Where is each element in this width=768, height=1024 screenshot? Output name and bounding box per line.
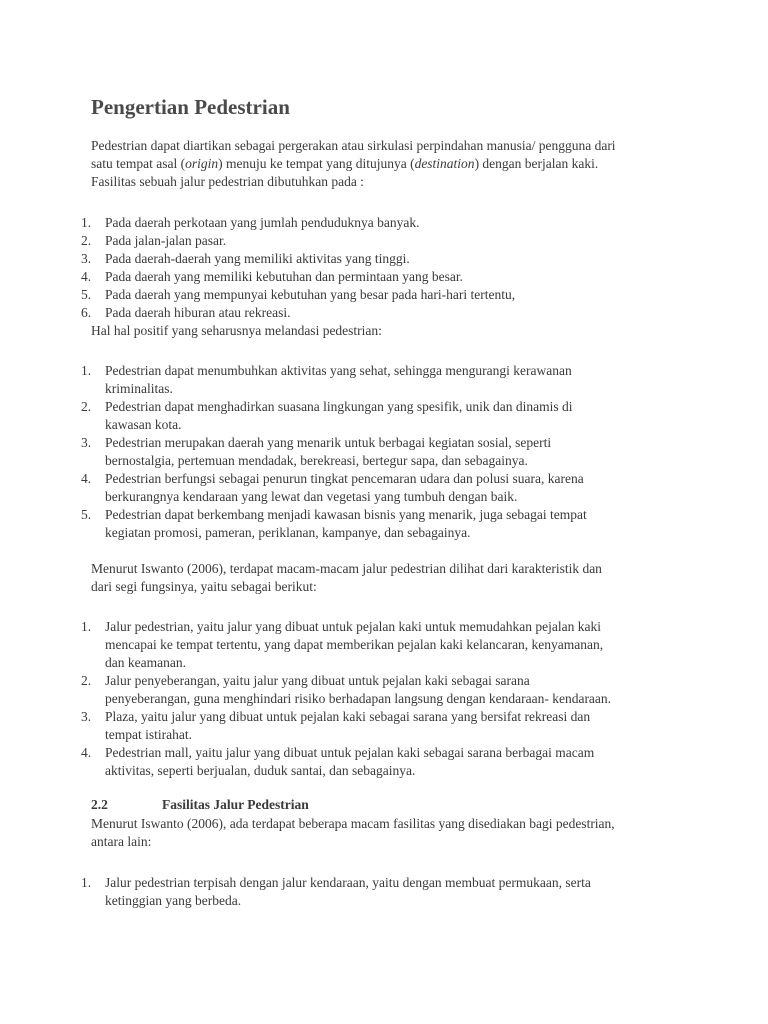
iswanto-paragraph-1: Menurut Iswanto (2006), terdapat macam-macam jalur pedestrian dilihat dari karakteristik dan dari segi fungsinya, yaitu sebagai berikut: — [91, 561, 602, 594]
list-item: 3. Pada daerah-daerah yang memiliki aktivitas yang tinggi. — [81, 251, 410, 266]
list-item: 5. Pedestrian dapat berkembang menjadi kawasan bisnis yang menarik, juga sebagai tempat kegiatan promosi, pameran, periklanan, kampanye, dan sebagainya. — [81, 507, 587, 540]
origin-term: origin — [185, 156, 219, 171]
list-item: 2. Jalur penyeberangan, yaitu jalur yang dibuat untuk pejalan kaki sebagai sarana penyeberangan, guna menghindari risiko berhadapan langsung dengan kendaraan- kendaraan. — [81, 673, 612, 706]
section-number: 2.2 — [91, 797, 108, 812]
list-item: 4. Pedestrian berfungsi sebagai penurun tingkat pencemaran udara dan polusi suara, karena berkurangnya kendaraan yang lewat dan vegetasi yang tumbuh dengan baik. — [81, 471, 584, 504]
list-item: 6. Pada daerah hiburan atau rekreasi. — [81, 305, 291, 320]
intro-paragraph — [91, 137, 691, 191]
destination-term: destination — [414, 156, 475, 171]
list-item: 3. Pedestrian merupakan daerah yang menarik untuk berbagai kegiatan sosial, seperti bernostalgia, pertemuan mendadak, berekreasi, bertegur sapa, dan sebagainya. — [81, 435, 552, 468]
positive-points-list — [0, 362, 700, 542]
list-item: 2. Pedestrian dapat menghadirkan suasana lingkungan yang spesifik, unik dan dinamis di kawasan kota. — [81, 399, 573, 432]
intro-line: satu tempat asal (origin) menuju ke tempat yang ditujunya (destination) dengan berjalan kaki. — [91, 156, 599, 171]
list-item: 5. Pada daerah yang mempunyai kebutuhan yang besar pada hari-hari tertentu, — [81, 287, 516, 302]
intro-line: Pedestrian dapat diartikan sebagai pergerakan atau sirkulasi perpindahan manusia/ pengguna dari — [91, 138, 616, 153]
list-item: 1. Pedestrian dapat menumbuhkan aktivitas yang sehat, sehingga mengurangi kerawanan kriminalitas. — [81, 363, 572, 396]
section-heading — [91, 796, 309, 814]
facilities-list — [0, 874, 700, 910]
section-title: Fasilitas Jalur Pedestrian — [162, 797, 309, 812]
positive-intro: Hal hal positif yang seharusnya melandasi pedestrian: — [91, 323, 382, 338]
list-item: 4. Pada daerah yang memiliki kebutuhan dan permintaan yang besar. — [81, 269, 464, 284]
list-item: 2. Pada jalan-jalan pasar. — [81, 233, 227, 248]
iswanto-paragraph-2: Menurut Iswanto (2006), ada terdapat beberapa macam fasilitas yang disediakan bagi pedestrian, antara lain: — [91, 816, 615, 849]
page-title: Pengertian Pedestrian — [91, 95, 290, 119]
list-item: 4. Pedestrian mall, yaitu jalur yang dibuat untuk pejalan kaki sebagai sarana berbagai macam aktivitas, seperti berjualan, duduk santai, dan sebagainya. — [81, 745, 595, 778]
pedestrian-types-list — [0, 618, 700, 780]
list-item: 1. Jalur pedestrian, yaitu jalur yang dibuat untuk pejalan kaki untuk memudahkan pejalan kaki mencapai ke tempat tertentu, yang dapat memberikan pejalan kaki kelancaran, kenyamanan, dan keamanan. — [81, 619, 604, 670]
list-item: 3. Plaza, yaitu jalur yang dibuat untuk pejalan kaki sebagai sarana yang bersifat rekreasi dan tempat istirahat. — [81, 709, 591, 742]
intro-line: Fasilitas sebuah jalur pedestrian dibutuhkan pada : — [91, 174, 364, 189]
list-item: 1. Pada daerah perkotaan yang jumlah penduduknya banyak. — [81, 215, 420, 230]
list-item: 1. Jalur pedestrian terpisah dengan jalur kendaraan, yaitu dengan membuat permukaan, serta ketinggian yang berbeda. — [81, 875, 591, 908]
facility-need-list — [0, 214, 700, 322]
